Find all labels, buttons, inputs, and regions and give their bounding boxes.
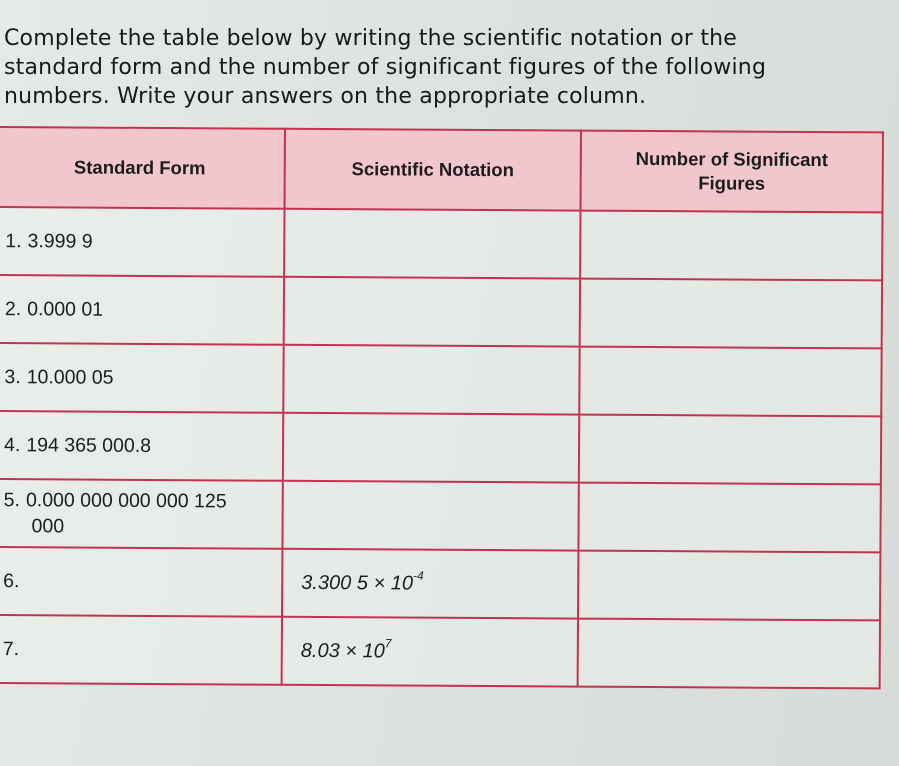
scientific-notation-cell [282,549,578,619]
scientific-notation-exponent: -4 [413,568,424,583]
standard-form-value-line-2: 000 [31,515,65,538]
instructions-line-2: standard form and the number of significant figures of the following [4,55,767,80]
sig-figs-answer-cell[interactable] [580,211,882,281]
sig-figs-answer-cell[interactable] [579,347,881,417]
scientific-notation-exponent: 7 [384,636,392,651]
instructions-line-1: Complete the table below by writing the scientific notation or the [4,26,738,51]
row-number: 1. [5,230,22,253]
header-standard-form-label: Standard Form [73,156,206,179]
scientific-notation-value [300,636,392,663]
row-number: 3. [4,366,21,389]
table-row [0,615,880,688]
header-sig-figs-line-1: Number of Significant [635,147,828,171]
table-row [0,207,882,280]
sig-figs-answer-cell[interactable] [578,619,880,689]
table-row [0,547,880,620]
row-number: 2. [4,298,22,321]
standard-form-answer-cell[interactable] [0,547,282,617]
header-sig-figs-line-2: Figures [698,172,766,194]
header-row [0,127,883,212]
standard-form-value: 0.000 01 [27,298,104,321]
scientific-notation-cell [282,617,578,687]
instructions-paragraph [4,24,894,111]
worksheet-table [0,126,884,689]
standard-form-answer-cell[interactable] [0,615,282,685]
table-row [0,275,882,348]
standard-form-value-line-1: 0.000 000 000 000 125 [25,489,227,513]
row-number: 6. [3,570,20,593]
table-row [0,343,882,416]
header-scientific-notation [284,129,580,211]
sig-figs-answer-cell[interactable] [579,415,881,485]
row-number: 4. [3,434,21,457]
sig-figs-answer-cell[interactable] [578,483,880,553]
scientific-notation-answer-cell[interactable] [282,481,578,551]
scientific-notation-mantissa: 3.300 5 × 10 [301,572,414,595]
scientific-notation-answer-cell[interactable] [284,277,580,347]
header-scientific-notation-label: Scientific Notation [351,158,515,181]
scientific-notation-value [301,568,424,595]
scientific-notation-answer-cell[interactable] [284,209,580,279]
standard-form-value: 194 365 000.8 [26,434,152,457]
header-standard-form [0,127,285,209]
standard-form-value: 10.000 05 [26,366,114,389]
sig-figs-answer-cell[interactable] [580,279,882,349]
scientific-notation-answer-cell[interactable] [283,413,579,483]
row-number: 5. [3,489,21,512]
standard-form-cell [0,275,284,345]
standard-form-value: 3.999 9 [27,230,93,253]
row-number: 7. [2,638,20,661]
instructions-line-3: numbers. Write your answers on the appropriate column. [4,84,647,109]
header-significant-figures [580,131,882,213]
sig-figs-answer-cell[interactable] [578,551,880,621]
table-row [0,479,881,552]
standard-form-cell [0,207,284,277]
standard-form-cell [0,343,284,413]
scientific-notation-mantissa: 8.03 × 10 [300,640,385,663]
scientific-notation-answer-cell[interactable] [283,345,579,415]
standard-form-cell [0,479,283,549]
table-row [0,411,881,484]
standard-form-cell [0,411,283,481]
